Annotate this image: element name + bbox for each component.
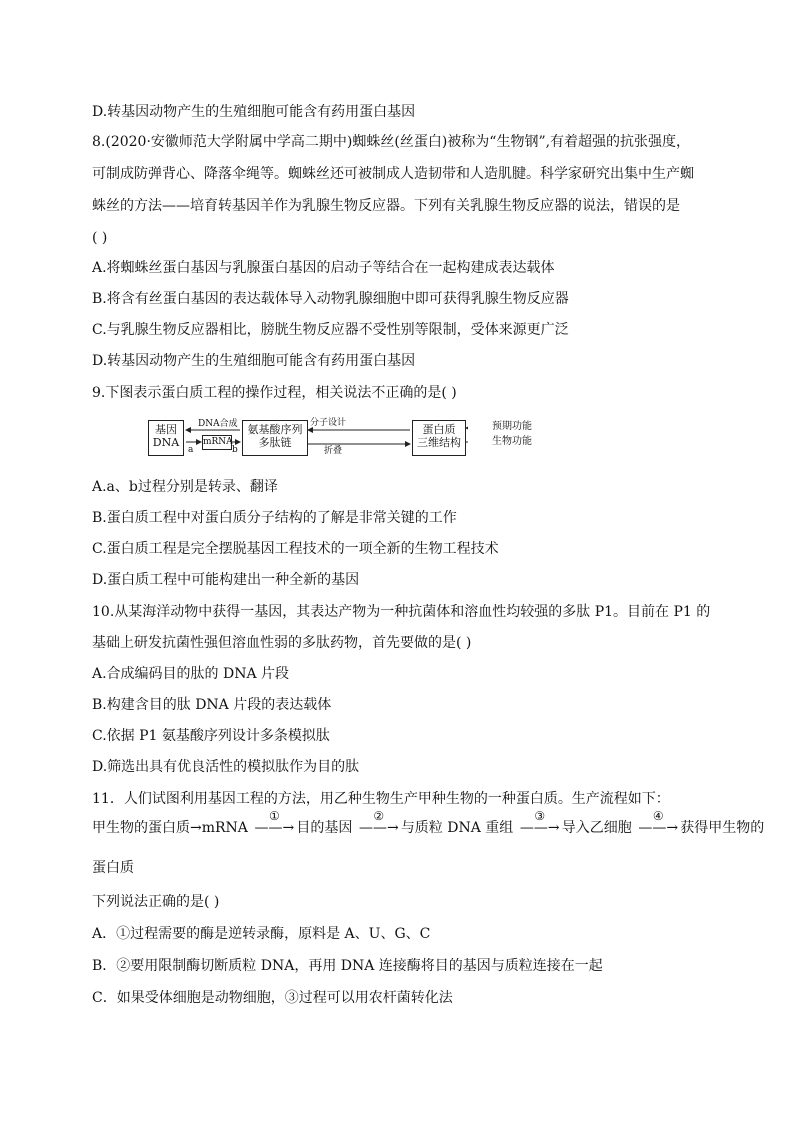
q10-option-d: D.筛选出具有优良活性的模拟肽作为目的肽 xyxy=(92,759,360,775)
q9-option-a: A.a、b过程分别是转录、翻译 xyxy=(92,479,278,495)
flow-arrow-1: ① ——→ xyxy=(252,818,296,838)
q11-flow-continuation: 蛋白质 xyxy=(92,860,134,876)
q8-option-c: C.与乳腺生物反应器相比，膀胱生物反应器不受性别等限制，受体来源更广泛 xyxy=(92,322,569,338)
flow-arrow-4: ④ ——→ xyxy=(636,818,680,838)
q9-option-b: B.蛋白质工程中对蛋白质分子结构的了解是非常关键的工作 xyxy=(92,510,457,526)
expected-function-label: 预期功能 xyxy=(492,421,532,432)
flow-part-2: 目的基因 xyxy=(296,820,357,836)
q9-option-d: D.蛋白质工程中可能构建出一种全新的基因 xyxy=(92,572,360,588)
step-a-label: a xyxy=(188,445,194,455)
q11-option-b: B．②要用限制酶切断质粒 DNA，再用 DNA 连接酶将目的基因与质粒连接在一起 xyxy=(92,958,603,974)
q10-option-b: B.构建含目的肽 DNA 片段的表达载体 xyxy=(92,697,332,713)
q9-stem: 9.下图表示蛋白质工程的操作过程，相关说法不正确的是( ) xyxy=(92,385,457,401)
q10-stem-line-1: 10.从某海洋动物中获得一基因，其表达产物为一种抗菌体和溶血性均较强的多肽 P1。目前在 P1 的 xyxy=(92,604,711,620)
q10-option-c: C.依据 P1 氨基酸序列设计多条模拟肽 xyxy=(92,728,330,744)
q11-option-a: A．①过程需要的酶是逆转录酶，原料是 A、U、G、C xyxy=(92,926,431,942)
flow-part-1: 甲生物的蛋白质→mRNA xyxy=(92,820,253,836)
molecular-design-label: 分子设计 xyxy=(310,418,347,428)
gene-dna-box: 基因 DNA xyxy=(148,420,184,456)
protein-engineering-diagram xyxy=(148,418,468,458)
protein-structure-box: 蛋白质 三维结构 xyxy=(412,420,466,456)
mrna-box: mRNA xyxy=(202,435,232,450)
biological-function-label: 生物功能 xyxy=(492,436,532,447)
step-1-label: ① xyxy=(268,809,280,823)
q8-option-a: A.将蜘蛛丝蛋白基因与乳腺蛋白基因的启动子等结合在一起构建成表达载体 xyxy=(92,260,555,276)
folding-label: 折叠 xyxy=(324,446,343,456)
q8-option-d: D.转基因动物产生的生殖细胞可能含有药用蛋白基因 xyxy=(92,353,416,369)
step-4-label: ④ xyxy=(652,809,664,823)
q7-option-d: D.转基因动物产生的生殖细胞可能含有药用蛋白基因 xyxy=(92,104,416,120)
q11-option-c: C．如果受体细胞是动物细胞，③过程可以用农杆菌转化法 xyxy=(92,990,453,1006)
q10-option-a: A.合成编码目的肽的 DNA 片段 xyxy=(92,666,290,682)
flow-part-4: 导入乙细胞 xyxy=(561,820,637,836)
q8-answer-bracket: ( ) xyxy=(92,230,108,246)
q8-option-b: B.将含有丝蛋白基因的表达载体导入动物乳腺细胞中即可获得乳腺生物反应器 xyxy=(92,291,569,307)
q8-stem-line-2: 可制成防弹背心、降落伞绳等。蜘蛛丝还可被制成人造韧带和人造肌腱。科学家研究出集中生产蜘 xyxy=(92,166,694,182)
step-2-label: ② xyxy=(373,809,385,823)
flow-part-5: 获得甲生物的 xyxy=(680,820,765,836)
q10-stem-line-2: 基础上研发抗菌性强但溶血性弱的多肽药物，首先要做的是( ) xyxy=(92,635,472,651)
q11-flow-line xyxy=(92,809,765,838)
flow-arrow-3: ③ ——→ xyxy=(518,818,562,838)
dna-synthesis-label: DNA合成 xyxy=(198,419,238,429)
flow-arrow-2: ② ——→ xyxy=(357,818,401,838)
q8-stem-line-1: 8.(2020·安徽师范大学附属中学高二期中)蜘蛛丝(丝蛋白)被称为“生物钢”,有着超强的抗张强度， xyxy=(92,134,691,150)
step-b-label: b xyxy=(232,445,238,455)
amino-acid-box: 氨基酸序列 多肽链 xyxy=(242,420,308,456)
q9-option-c: C.蛋白质工程是完全摆脱基因工程技术的一项全新的生物工程技术 xyxy=(92,541,499,557)
q8-stem-line-3: 蛛丝的方法——培育转基因羊作为乳腺生物反应器。下列有关乳腺生物反应器的说法，错误的是 xyxy=(92,198,680,214)
q11-stem: 11．人们试图利用基因工程的方法，用乙种生物生产甲种生物的一种蛋白质。生产流程如下： xyxy=(92,791,670,807)
step-3-label: ③ xyxy=(534,809,546,823)
flow-part-3: 与质粒 DNA 重组 xyxy=(400,820,518,836)
q11-question: 下列说法正确的是( ) xyxy=(92,894,220,910)
